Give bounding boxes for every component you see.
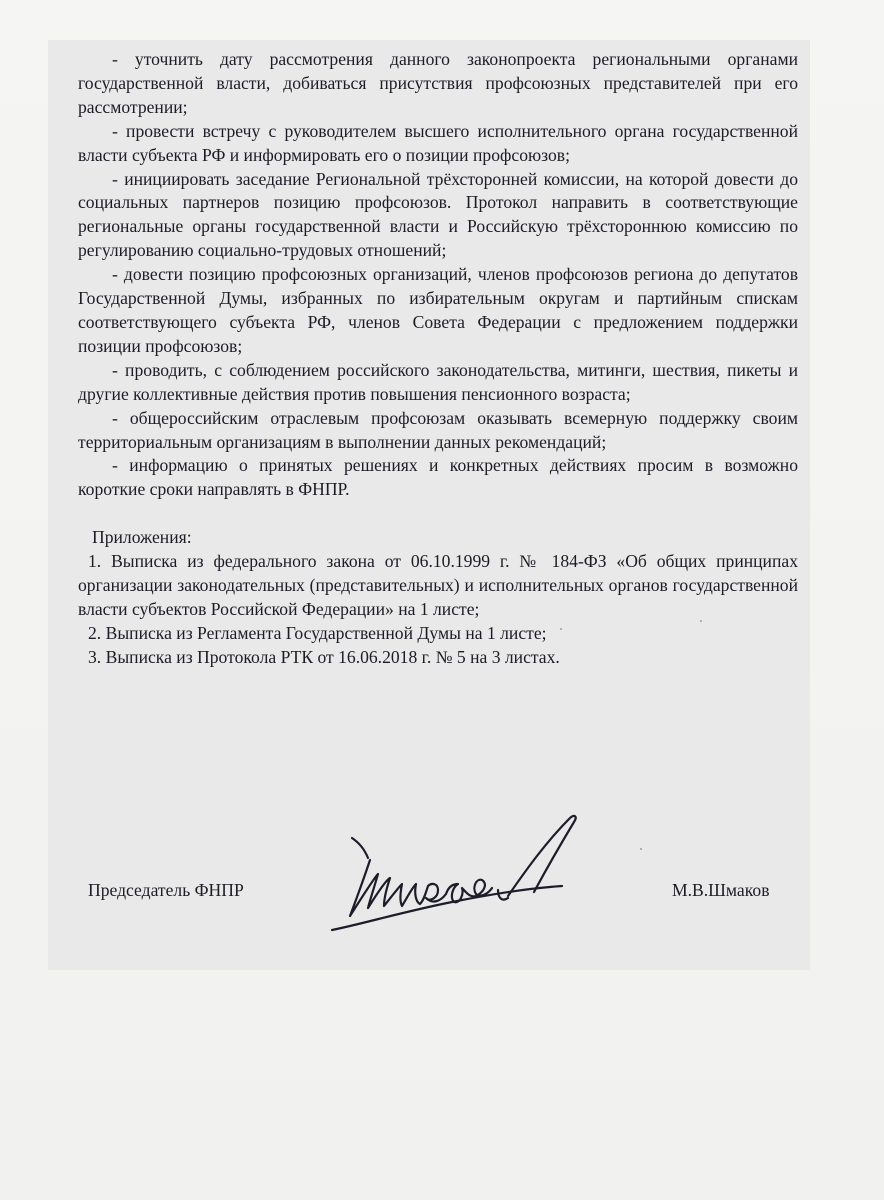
scan-speck <box>560 628 562 630</box>
appendix-title: Приложения: <box>92 527 192 548</box>
paragraph-5: - проводить, с соблюдением российского законодательства, митинги, шествия, пикеты и другие коллективные действия против повышения пенсионного возраста; <box>78 359 798 404</box>
paragraph-4: - довести позицию профсоюзных организаций, членов профсоюзов региона до депутатов Государственной Думы, избранных по избирательным округам и партийным спискам соответствующего субъекта РФ, членов Совета Федерации с предложением поддержки позиции профсоюзов; <box>78 264 798 356</box>
signatory-name: М.В.Шмаков <box>672 880 770 900</box>
paragraph-2: - провести встречу с руководителем высшего исполнительного органа государственной власти субъекта РФ и информировать его о позиции профсоюзов; <box>78 120 798 165</box>
paragraph-6: - общероссийским отраслевым профсоюзам оказывать всемерную поддержку своим территориальным организациям в выполнении данных рекомендаций; <box>78 407 798 452</box>
scan-speck <box>700 620 702 622</box>
paragraph-1: - уточнить дату рассмотрения данного законопроекта региональными органами государственной власти, добиваться присутствия профсоюзных представителей при его рассмотрении; <box>78 49 798 117</box>
section-spacer <box>78 502 798 526</box>
document-body <box>78 48 798 670</box>
paragraph-7: - информацию о принятых решениях и конкретных действиях просим в возможно короткие сроки направлять в ФНПР. <box>78 455 798 500</box>
paragraph-3: - инициировать заседание Региональной трёхсторонней комиссии, на которой довести до социальных партнеров позицию профсоюзов. Протокол направить в соответствующие региональные органы государственной власти и Российскую трёхстороннюю комиссию по регулированию социально-трудовых отношений; <box>78 168 798 261</box>
signatory-position: Председатель ФНПР <box>88 880 244 900</box>
handwritten-signature <box>312 808 612 958</box>
scan-speck <box>640 848 642 850</box>
appendix-item-2: 2. Выписка из Регламента Государственной Думы на 1 листе; <box>88 622 547 643</box>
appendix-item-3: 3. Выписка из Протокола РТК от 16.06.2018 г. № 5 на 3 листах. <box>88 646 560 667</box>
appendix-item-1: 1. Выписка из федерального закона от 06.10.1999 г. № 184-ФЗ «Об общих принципах организации законодательных (представительных) и исполнительных органов государственной власти субъектов Российской Федерации» на 1 листе; <box>78 551 798 619</box>
